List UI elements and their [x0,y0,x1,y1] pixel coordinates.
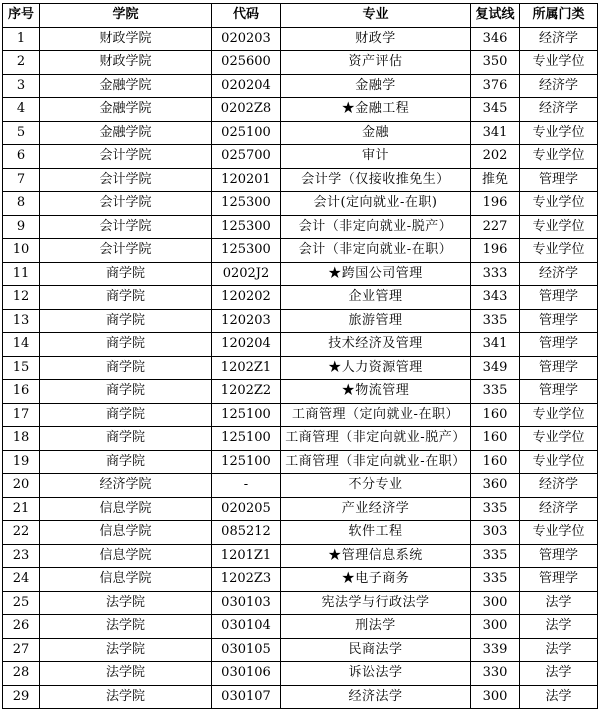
cell-score: 349 [471,356,520,380]
cell-category: 法学 [520,638,598,662]
cell-major: ★物流管理 [281,380,471,404]
cell-code: 030105 [212,638,281,662]
cell-category: 经济学 [520,262,598,286]
table-row [3,685,598,709]
cell-code: 120201 [212,168,281,192]
table-row [3,615,598,639]
cell-index: 4 [3,98,40,122]
cell-code: 025100 [212,121,281,145]
cell-category: 管理学 [520,380,598,404]
cell-major: 企业管理 [281,286,471,310]
table-row [3,403,598,427]
cell-major: 财政学 [281,27,471,51]
table-row [3,333,598,357]
cell-college: 会计学院 [40,145,212,169]
table-row [3,544,598,568]
cell-code: 030103 [212,591,281,615]
cell-category: 管理学 [520,333,598,357]
cell-index: 14 [3,333,40,357]
cell-category: 专业学位 [520,145,598,169]
table-row [3,568,598,592]
table-body [3,27,598,709]
cell-major: 宪法学与行政法学 [281,591,471,615]
cell-index: 26 [3,615,40,639]
cell-category: 管理学 [520,544,598,568]
cell-score: 227 [471,215,520,239]
cell-college: 信息学院 [40,521,212,545]
cell-score: 300 [471,615,520,639]
cell-major: 金融 [281,121,471,145]
cell-major: ★跨国公司管理 [281,262,471,286]
cell-category: 管理学 [520,309,598,333]
cell-code: 030107 [212,685,281,709]
cell-score: 160 [471,403,520,427]
cell-college: 会计学院 [40,215,212,239]
cell-category: 管理学 [520,168,598,192]
header-major: 专业 [281,4,471,28]
cell-score: 335 [471,544,520,568]
cell-college: 会计学院 [40,192,212,216]
cell-index: 21 [3,497,40,521]
cell-college: 法学院 [40,685,212,709]
cell-college: 法学院 [40,591,212,615]
cell-score: 300 [471,685,520,709]
table-row [3,450,598,474]
cell-index: 5 [3,121,40,145]
table-row [3,662,598,686]
cell-code: 0202J2 [212,262,281,286]
cell-category: 管理学 [520,568,598,592]
cell-score: 341 [471,121,520,145]
cell-index: 17 [3,403,40,427]
cell-college: 金融学院 [40,121,212,145]
cell-major: ★金融工程 [281,98,471,122]
cell-category: 法学 [520,662,598,686]
cell-major: 工商管理（非定向就业-在职） [281,450,471,474]
cell-index: 28 [3,662,40,686]
cell-score: 345 [471,98,520,122]
score-table [2,3,598,709]
table-row [3,51,598,75]
table-row [3,474,598,498]
cell-code: 025600 [212,51,281,75]
cell-code: 125300 [212,192,281,216]
cell-score: 341 [471,333,520,357]
cell-major: 会计(定向就业-在职) [281,192,471,216]
cell-category: 专业学位 [520,51,598,75]
cell-college: 商学院 [40,356,212,380]
table-row [3,521,598,545]
header-score: 复试线 [471,4,520,28]
cell-code: 025700 [212,145,281,169]
cell-major: 不分专业 [281,474,471,498]
cell-college: 法学院 [40,615,212,639]
table-row [3,27,598,51]
cell-college: 信息学院 [40,544,212,568]
cell-score: 196 [471,192,520,216]
cell-score: 333 [471,262,520,286]
table-row [3,497,598,521]
cell-index: 22 [3,521,40,545]
table-row [3,98,598,122]
cell-code: 125100 [212,403,281,427]
cell-category: 经济学 [520,27,598,51]
cell-code: - [212,474,281,498]
cell-major: 旅游管理 [281,309,471,333]
cell-score: 300 [471,591,520,615]
cell-index: 12 [3,286,40,310]
cell-code: 120204 [212,333,281,357]
cell-score: 339 [471,638,520,662]
cell-category: 经济学 [520,474,598,498]
header-row [3,4,598,28]
table-row [3,192,598,216]
cell-code: 120203 [212,309,281,333]
table-row [3,427,598,451]
cell-index: 19 [3,450,40,474]
cell-index: 9 [3,215,40,239]
cell-code: 125100 [212,450,281,474]
cell-index: 8 [3,192,40,216]
table-header [3,4,598,28]
cell-college: 商学院 [40,333,212,357]
cell-index: 27 [3,638,40,662]
cell-score: 303 [471,521,520,545]
cell-code: 020205 [212,497,281,521]
cell-index: 1 [3,27,40,51]
cell-college: 商学院 [40,403,212,427]
cell-score: 335 [471,568,520,592]
table-row [3,262,598,286]
table-row [3,356,598,380]
cell-major: 民商法学 [281,638,471,662]
cell-major: 诉讼法学 [281,662,471,686]
cell-code: 120202 [212,286,281,310]
cell-category: 经济学 [520,98,598,122]
cell-category: 专业学位 [520,403,598,427]
cell-index: 7 [3,168,40,192]
cell-major: 审计 [281,145,471,169]
table-row [3,638,598,662]
cell-index: 3 [3,74,40,98]
cell-category: 法学 [520,591,598,615]
cell-category: 经济学 [520,497,598,521]
cell-code: 125100 [212,427,281,451]
cell-major: 工商管理（非定向就业-脱产） [281,427,471,451]
cell-category: 专业学位 [520,450,598,474]
cell-index: 25 [3,591,40,615]
cell-score: 202 [471,145,520,169]
header-index: 序号 [3,4,40,28]
cell-code: 1202Z3 [212,568,281,592]
cell-category: 经济学 [520,74,598,98]
cell-category: 法学 [520,615,598,639]
cell-index: 20 [3,474,40,498]
cell-major: 会计（非定向就业-在职） [281,239,471,263]
table-row [3,145,598,169]
cell-code: 1201Z1 [212,544,281,568]
cell-code: 1202Z2 [212,380,281,404]
header-code: 代码 [212,4,281,28]
cell-index: 13 [3,309,40,333]
cell-major: ★人力资源管理 [281,356,471,380]
cell-college: 信息学院 [40,568,212,592]
cell-index: 6 [3,145,40,169]
cell-category: 专业学位 [520,121,598,145]
cell-code: 030104 [212,615,281,639]
cell-category: 法学 [520,685,598,709]
cell-college: 会计学院 [40,168,212,192]
cell-category: 专业学位 [520,427,598,451]
cell-major: 资产评估 [281,51,471,75]
cell-index: 23 [3,544,40,568]
cell-major: 经济法学 [281,685,471,709]
cell-major: 金融学 [281,74,471,98]
header-category: 所属门类 [520,4,598,28]
cell-index: 16 [3,380,40,404]
cell-college: 商学院 [40,286,212,310]
cell-college: 会计学院 [40,239,212,263]
cell-college: 法学院 [40,638,212,662]
table-row [3,215,598,239]
cell-college: 商学院 [40,450,212,474]
cell-code: 085212 [212,521,281,545]
cell-college: 财政学院 [40,51,212,75]
cell-score: 160 [471,450,520,474]
cell-category: 专业学位 [520,521,598,545]
cell-college: 经济学院 [40,474,212,498]
table-row [3,286,598,310]
cell-major: 工商管理（定向就业-在职） [281,403,471,427]
cell-code: 020204 [212,74,281,98]
table-row [3,74,598,98]
cell-college: 法学院 [40,662,212,686]
cell-score: 343 [471,286,520,310]
cell-index: 29 [3,685,40,709]
cell-index: 15 [3,356,40,380]
table-row [3,380,598,404]
table-row [3,121,598,145]
cell-index: 24 [3,568,40,592]
cell-college: 商学院 [40,427,212,451]
cell-major: 刑法学 [281,615,471,639]
cell-major: ★管理信息系统 [281,544,471,568]
cell-score: 360 [471,474,520,498]
table-row [3,168,598,192]
cell-score: 196 [471,239,520,263]
cell-score: 335 [471,497,520,521]
cell-major: ★电子商务 [281,568,471,592]
cell-major: 产业经济学 [281,497,471,521]
cell-score: 330 [471,662,520,686]
cell-category: 管理学 [520,356,598,380]
cell-code: 0202Z8 [212,98,281,122]
cell-score: 346 [471,27,520,51]
cell-code: 1202Z1 [212,356,281,380]
cell-code: 020203 [212,27,281,51]
cell-category: 管理学 [520,286,598,310]
cell-college: 商学院 [40,309,212,333]
cell-index: 18 [3,427,40,451]
cell-code: 030106 [212,662,281,686]
cell-code: 125300 [212,239,281,263]
cell-major: 软件工程 [281,521,471,545]
cell-category: 专业学位 [520,215,598,239]
cell-index: 2 [3,51,40,75]
cell-college: 信息学院 [40,497,212,521]
header-college: 学院 [40,4,212,28]
cell-score: 推免 [471,168,520,192]
table-row [3,309,598,333]
cell-score: 376 [471,74,520,98]
cell-score: 335 [471,309,520,333]
cell-category: 专业学位 [520,239,598,263]
cell-college: 财政学院 [40,27,212,51]
cell-category: 专业学位 [520,192,598,216]
cell-college: 商学院 [40,380,212,404]
table-row [3,239,598,263]
cell-score: 335 [471,380,520,404]
cell-college: 金融学院 [40,98,212,122]
cell-major: 会计学（仅接收推免生） [281,168,471,192]
cell-score: 350 [471,51,520,75]
cell-college: 商学院 [40,262,212,286]
cell-index: 11 [3,262,40,286]
table-row [3,591,598,615]
cell-code: 125300 [212,215,281,239]
cell-college: 金融学院 [40,74,212,98]
cell-index: 10 [3,239,40,263]
cell-major: 会计（非定向就业-脱产） [281,215,471,239]
cell-major: 技术经济及管理 [281,333,471,357]
cell-score: 160 [471,427,520,451]
